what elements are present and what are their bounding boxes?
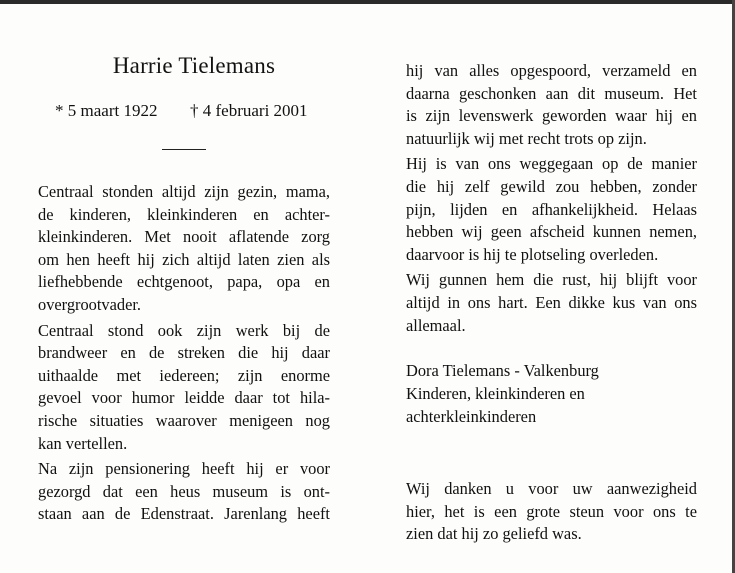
- life-dates: [38, 100, 330, 122]
- text-line: altijd in ons hart. Een dikke kus van ons: [406, 292, 697, 312]
- text-line: die hij zelf gewild zou hebben, zonder: [406, 176, 697, 196]
- birth-date: * 5 maart 1922: [55, 101, 158, 120]
- family-signature: [406, 359, 697, 428]
- text-line: pijn, lijden en afhankelijkheid. Helaas: [406, 199, 697, 219]
- paragraph-museum: [38, 458, 330, 526]
- text-line: daarna geschonken aan dit museum. Het: [406, 83, 697, 103]
- text-line: kan vertellen.: [38, 433, 128, 453]
- text-line: Centraal stonden altijd zijn gezin, mama,: [38, 182, 330, 201]
- text-line: zien dat hij zo geliefd was.: [406, 524, 582, 544]
- text-line: de kinderen, kleinkinderen en achter-: [38, 204, 330, 224]
- text-line: Na zijn pensionering heeft hij er voor: [38, 459, 330, 479]
- text-line: Wij danken u voor uw aanwezigheid: [406, 479, 697, 499]
- text-line: om hen heeft hij zich altijd laten zien als: [38, 249, 330, 269]
- text-line: uithaalde met iedereen; zijn enorme: [38, 365, 330, 385]
- text-line: gevoel voor humor leidde daar tot hila-: [38, 388, 330, 408]
- text-line: allemaal.: [406, 315, 466, 335]
- text-line: gezorgd dat een heus museum is ont-: [38, 481, 330, 501]
- text-line: liefhebbende echtgenoot, papa, opa en: [38, 272, 330, 292]
- text-line: is zijn levenswerk geworden waar hij en: [406, 106, 697, 126]
- left-column: [38, 52, 330, 526]
- paragraph-family: [38, 181, 330, 317]
- text-line: Wij gunnen hem die rust, hij blijft voor: [406, 270, 697, 290]
- text-line: hier, het is een grote steun voor ons te: [406, 501, 697, 521]
- scan-edge-top: [0, 0, 735, 4]
- text-line: kleinkinderen. Met nooit aflatende zorg: [38, 227, 330, 247]
- text-line: daarvoor is hij te plotseling overleden.: [406, 244, 659, 264]
- death-date: † 4 februari 2001: [190, 101, 308, 120]
- text-line: Hij is van ons weggegaan op de manier: [406, 154, 697, 174]
- thanks-paragraph: [406, 478, 697, 546]
- text-line: hij van alles opgespoord, verzameld en: [406, 61, 697, 80]
- signature-line: Kinderen, kleinkinderen en: [406, 384, 585, 404]
- text-line: hebben wij geen afscheid kunnen nemen,: [406, 222, 697, 242]
- deceased-name: Harrie Tielemans: [112, 53, 276, 78]
- paragraph-rest: [406, 269, 697, 337]
- text-line: natuurlijk wij met recht trots op zijn.: [406, 128, 647, 148]
- signature-line: achterkleinkinderen: [406, 407, 537, 427]
- text-line: overgrootvader.: [38, 294, 142, 314]
- text-line: brandweer en de streken die hij daar: [38, 343, 330, 363]
- paragraph-passing: [406, 153, 697, 266]
- divider-line: [162, 149, 206, 150]
- right-column: [406, 60, 697, 546]
- left-text: [38, 181, 330, 526]
- signature-line: Dora Tielemans - Valkenburg: [406, 361, 599, 381]
- paragraph-museum-continued: [406, 60, 697, 150]
- paragraph-work: [38, 320, 330, 456]
- text-line: staan aan de Edenstraat. Jarenlang heeft: [38, 504, 330, 524]
- text-line: rische situaties waarover menigeen nog: [38, 410, 330, 430]
- text-line: Centraal stond ook zijn werk bij de: [38, 320, 330, 340]
- right-text: [406, 60, 697, 337]
